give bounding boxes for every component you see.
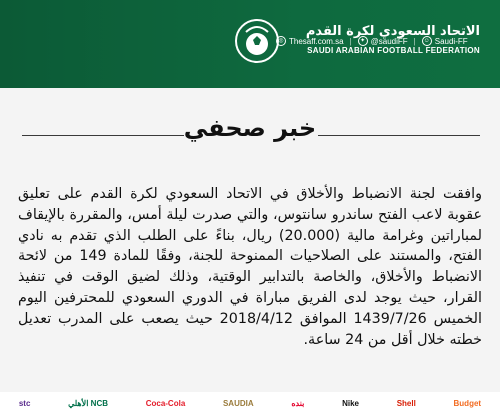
logo-english-text: SAUDI ARABIAN FOOTBALL FEDERATION [307,46,480,55]
header-banner [0,0,500,88]
website-link[interactable] [276,36,344,46]
sponsor-coca-cola: Coca-Cola [145,399,186,408]
sponsor-stc: stc [18,399,31,408]
snapchat-link[interactable] [422,36,468,46]
snapchat-handle: Saudi-FF [434,36,468,46]
twitter-link[interactable] [358,36,408,46]
sponsor-ncb: الأهلي NCB [68,399,108,408]
logo-arabic-text: الاتحاد السعودي لكرة القدم [305,24,480,39]
page-title: خبر صحفي [183,114,317,142]
sponsor-shell: Shell [396,399,416,408]
sponsor-panda: بنده [291,399,305,408]
website-text: Thesaff.com.sa [289,36,344,46]
title-section [0,108,500,162]
sponsor-bar [0,392,500,415]
twitter-icon: ✦ [358,36,368,46]
sponsor-nike: Nike [342,399,359,408]
federation-emblem-icon [234,18,280,64]
sponsor-budget: Budget [453,399,482,408]
social-links: ◎ Thesaff.com.sa | ✦ @saudiFF | ☺ Saudi-FF [276,36,468,46]
snapchat-icon: ☺ [423,38,430,44]
press-release-body: وافقت لجنة الانضباط والأخلاق في الاتحاد السعودي لكرة القدم على تعليق عقوبة لاعب الفتح ساندرو سانتوس، والتي صدرت ليلة أمس، والمقررة بالإيقاف لمباراتين وغرامة مالية (20.000) ريال، بناءً على الطلب الذي تقدم به نادي الفتح، والمستند على الصلاحيات الممنوحة للجنة، وفقًا للمادة 149 من لائحة الانضباط والأخلاق، والخاصة بالتدابير الوقتية، وذلك لضيق الوقت في تنفيذ القرار، حيث يوجد لدى الفريق مباراة في الدوري السعودي للمحترفين اليوم الخميس 1439/7/26 الموافق 2018/4/12 حيث يصعب على المدرب تعديل خطته خلال أقل من 24 ساعة. [18,186,482,348]
globe-icon: ◎ [276,36,286,46]
sponsor-saudia: SAUDIA [222,399,254,408]
twitter-handle: @saudiFF [370,36,408,46]
